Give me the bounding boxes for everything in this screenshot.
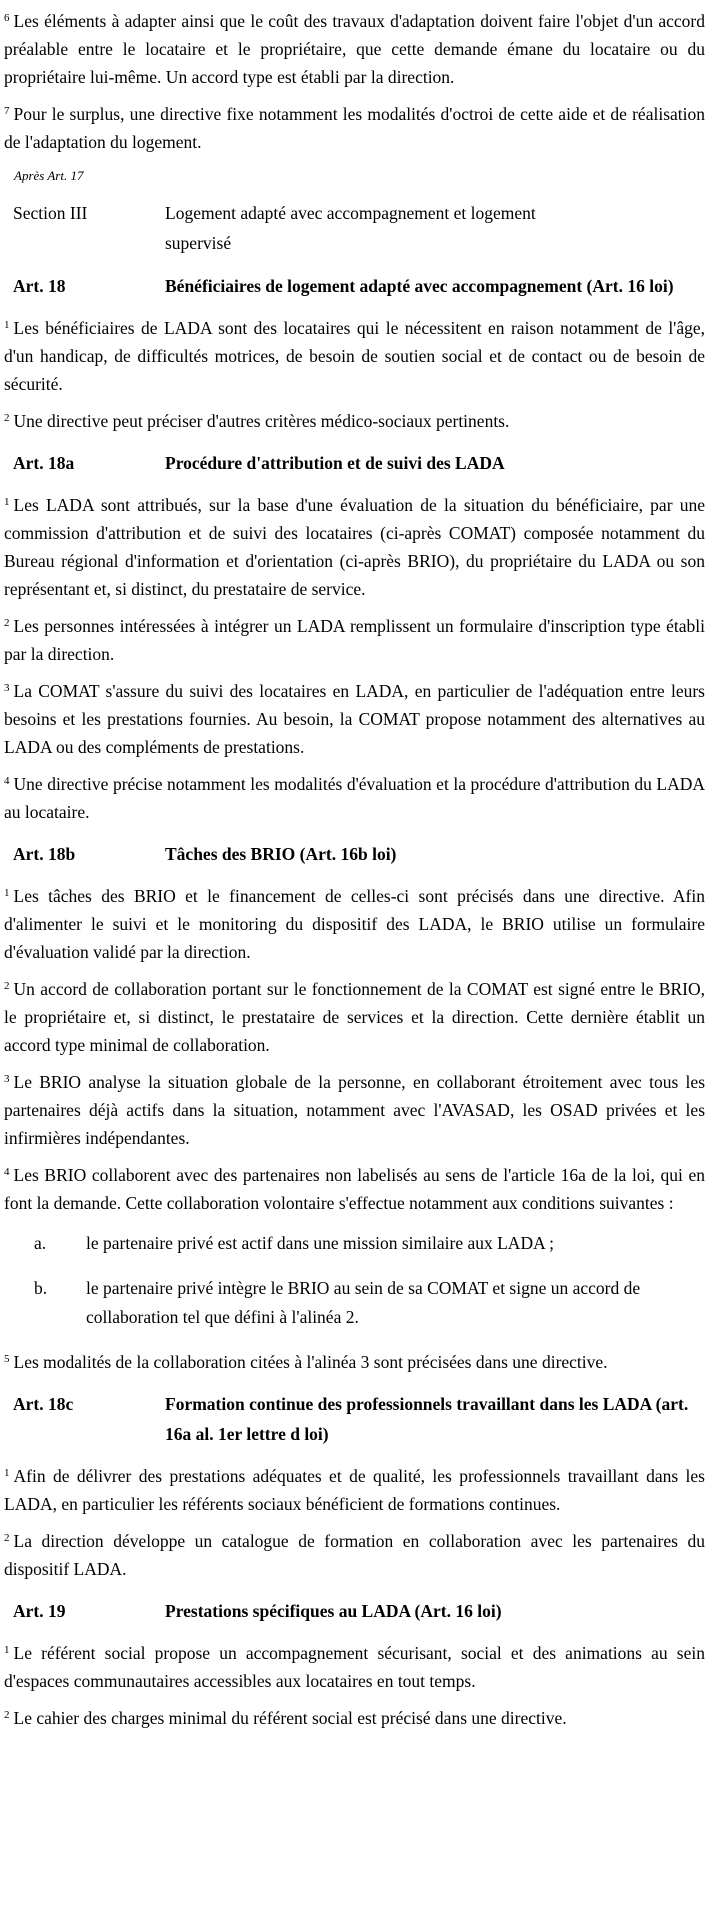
body-paragraph: [4, 1068, 705, 1152]
body-paragraph: [4, 677, 705, 761]
alinea-number: 7: [4, 105, 10, 117]
paragraph-text: Une directive peut préciser d'autres critères médico-sociaux pertinents.: [13, 411, 510, 431]
lettered-list-item: [4, 1274, 705, 1332]
alinea-number: 1: [4, 1644, 10, 1656]
article-title: Tâches des BRIO (Art. 16b loi): [165, 844, 397, 864]
alinea-number: 5: [4, 1353, 10, 1365]
body-paragraph: [4, 1161, 705, 1217]
alinea-number: 2: [4, 980, 10, 992]
article-title: Bénéficiaires de logement adapté avec accompagnement (Art. 16 loi): [165, 276, 674, 296]
lettered-list-item: [4, 1229, 705, 1258]
body-paragraph: [4, 491, 705, 603]
body-paragraph: [4, 1462, 705, 1518]
article-title: Prestations spécifiques au LADA (Art. 16 loi): [165, 1601, 502, 1621]
body-paragraph: [4, 1704, 705, 1732]
alinea-number: 1: [4, 1467, 10, 1479]
article-label: Art. 18: [13, 276, 66, 296]
alinea-number: 1: [4, 319, 10, 331]
paragraph-text: Les modalités de la collaboration citées à l'alinéa 3 sont précisées dans une directive.: [13, 1352, 608, 1372]
body-paragraph: [4, 1527, 705, 1583]
paragraph-text: La direction développe un catalogue de formation en collaboration avec les partenaires du dispositif LADA.: [4, 1531, 705, 1579]
article-label: Art. 19: [13, 1601, 66, 1621]
paragraph-text: Le cahier des charges minimal du référent social est précisé dans une directive.: [13, 1708, 567, 1728]
article-title: Formation continue des professionnels travaillant dans les LADA (art. 16a al. 1er lettre d loi): [165, 1394, 689, 1444]
list-item-text: le partenaire privé intègre le BRIO au sein de sa COMAT et signe un accord de collaboration tel que défini à l'alinéa 2.: [86, 1278, 641, 1327]
paragraph-text: Les BRIO collaborent avec des partenaires non labelisés au sens de l'article 16a de la loi, qui en font la demande. Cette collaboration volontaire s'effectue notamment aux conditions suivantes :: [4, 1165, 705, 1213]
paragraph-text: Le BRIO analyse la situation globale de la personne, en collaborant étroitement avec tous les partenaires déjà actifs dans la situation, notamment avec l'AVASAD, les OSAD privées et les infirmières indépendantes.: [4, 1072, 705, 1148]
alinea-number: 6: [4, 12, 10, 24]
alinea-number: 2: [4, 617, 10, 629]
alinea-number: 2: [4, 412, 10, 424]
body-paragraph: [4, 1348, 705, 1376]
paragraph-text: Les personnes intéressées à intégrer un LADA remplissent un formulaire d'inscription type établi par la direction.: [4, 616, 705, 664]
paragraph-text: Un accord de collaboration portant sur le fonctionnement de la COMAT est signé entre le BRIO, le propriétaire et, si distinct, le prestataire de services et la direction. Cette dernière établit un accord type minimal de collaboration.: [4, 979, 705, 1055]
article-label: Art. 18c: [13, 1394, 74, 1414]
list-item-text: le partenaire privé est actif dans une mission similaire aux LADA ;: [86, 1233, 554, 1253]
body-paragraph: [4, 314, 705, 398]
paragraph-text: Les tâches des BRIO et le financement de celles-ci sont précisés dans une directive. Afin d'alimenter le suivi et le monitoring du dispositif des LADA, le BRIO utilise un formulaire d'évaluation validé par la direction.: [4, 886, 705, 962]
list-item-marker: b.: [34, 1278, 48, 1298]
body-paragraph: [4, 100, 705, 156]
alinea-number: 1: [4, 887, 10, 899]
paragraph-text: La COMAT s'assure du suivi des locataires en LADA, en particulier de l'adéquation entre leurs besoins et les prestations fournies. Au besoin, la COMAT propose notamment des alternatives au LADA ou des compléments de prestations.: [4, 681, 705, 757]
article-label: Art. 18b: [13, 844, 76, 864]
article-heading: [4, 448, 705, 478]
alinea-number: 3: [4, 682, 10, 694]
alinea-number: 2: [4, 1532, 10, 1544]
article-label: Art. 18a: [13, 453, 75, 473]
paragraph-text: Les éléments à adapter ainsi que le coût des travaux d'adaptation doivent faire l'objet d'un accord préalable entre le locataire et le propriétaire, que cette demande émane du locataire ou du propriétaire lui-même. Un accord type est établi par la direction.: [4, 11, 705, 87]
paragraph-text: Une directive précise notamment les modalités d'évaluation et la procédure d'attribution du LADA au locataire.: [4, 774, 705, 822]
section-title: Logement adapté avec accompagnement et logement supervisé: [165, 203, 536, 253]
alinea-number: 4: [4, 1166, 10, 1178]
paragraph-text: Le référent social propose un accompagnement sécurisant, social et des animations au sein d'espaces communautaires accessibles aux locataires en tout temps.: [4, 1643, 705, 1691]
insertion-note: Après Art. 17: [14, 168, 84, 183]
body-paragraph: [4, 882, 705, 966]
alinea-number: 2: [4, 1709, 10, 1721]
body-paragraph: [4, 770, 705, 826]
body-paragraph: [4, 975, 705, 1059]
alinea-number: 4: [4, 775, 10, 787]
body-paragraph: [4, 1639, 705, 1695]
article-title: Procédure d'attribution et de suivi des LADA: [165, 453, 505, 473]
body-paragraph: [4, 612, 705, 668]
article-heading: [4, 839, 705, 869]
paragraph-text: Afin de délivrer des prestations adéquates et de qualité, les professionnels travaillant dans les LADA, en particulier les référents sociaux bénéficient de formations continues.: [4, 1466, 705, 1514]
paragraph-text: Pour le surplus, une directive fixe notamment les modalités d'octroi de cette aide et de réalisation de l'adaptation du logement.: [4, 104, 705, 152]
article-heading: [4, 271, 705, 301]
article-heading: [4, 1389, 705, 1449]
body-paragraph: [4, 7, 705, 91]
alinea-number: 3: [4, 1073, 10, 1085]
paragraph-text: Les bénéficiaires de LADA sont des locataires qui le nécessitent en raison notamment de l'âge, d'un handicap, de difficultés motrices, de besoin de soutien social et de contact ou de besoin de sécurité.: [4, 318, 705, 394]
section-label: Section III: [13, 203, 88, 223]
article-heading: [4, 1596, 705, 1626]
list-item-marker: a.: [34, 1233, 47, 1253]
alinea-number: 1: [4, 496, 10, 508]
body-paragraph: [4, 407, 705, 435]
paragraph-text: Les LADA sont attribués, sur la base d'une évaluation de la situation du bénéficiaire, par une commission d'attribution et de suivi des locataires (ci-après COMAT) composée notamment du Bureau régional d'information et d'orientation (ci-après BRIO), du propriétaire du LADA ou son représentant et, si distinct, du prestataire de service.: [4, 495, 705, 599]
section-heading: [4, 198, 705, 258]
